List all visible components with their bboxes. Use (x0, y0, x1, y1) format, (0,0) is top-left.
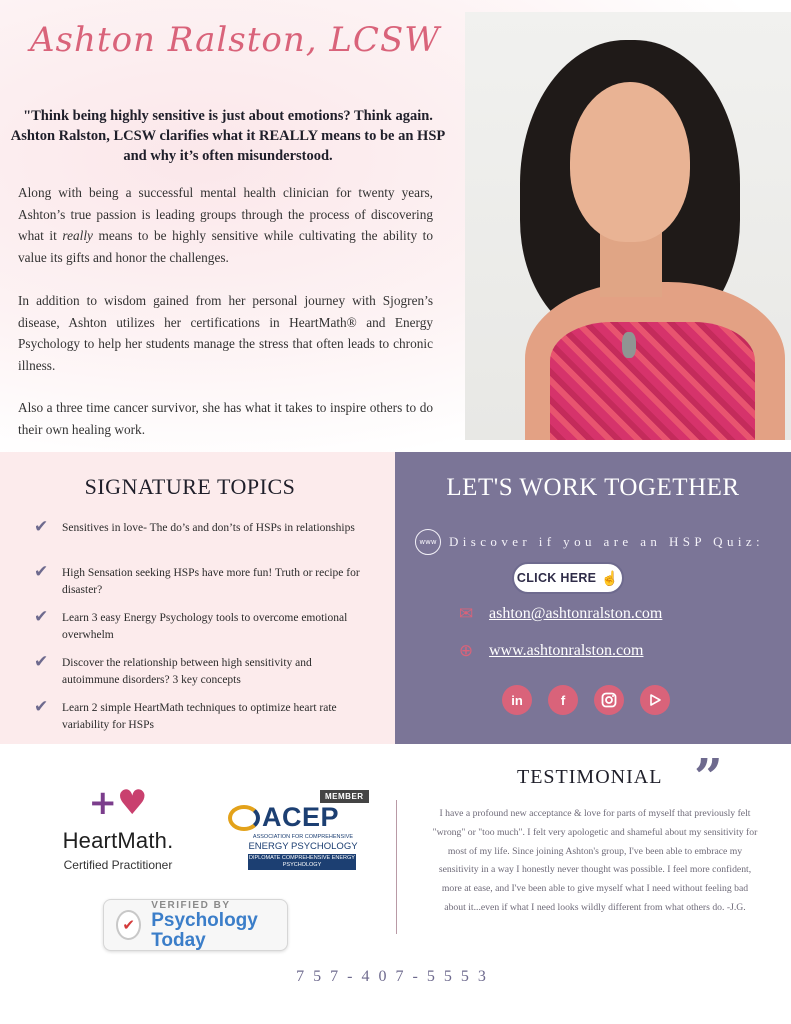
work-together-panel (395, 452, 791, 744)
work-together-title: LET'S WORK TOGETHER (446, 474, 740, 501)
bio-paragraph-2: In addition to wisdom gained from her personal journey with Sjogren’s disease, Ashton utilizes her certifications in HeartMath® and Energy Psychology to help her students manage the stress that often leads to chronic illness. (18, 293, 433, 373)
facebook-icon[interactable]: f (548, 685, 578, 715)
linkedin-icon[interactable]: in (502, 685, 532, 715)
cursor-icon: ☝ (601, 569, 620, 586)
lead-quote: "Think being highly sensitive is just about emotions? Think again. Ashton Ralston, LCSW clarifies what it REALLY means to be an HSP and why it’s often misunderstood. (10, 108, 446, 164)
member-badge: MEMBER (320, 790, 369, 803)
quiz-line (415, 529, 764, 555)
plus-icon: + (88, 783, 117, 823)
globe-icon: ⊕ (458, 641, 474, 661)
envelope-icon: ✉ (458, 604, 474, 624)
checkmark-icon: ✔ (34, 652, 49, 672)
testimonial-title: TESTIMONIAL (517, 766, 663, 788)
portrait-photo (465, 12, 791, 440)
signature-topics-title: SIGNATURE TOPICS (84, 474, 296, 499)
heartmath-logo: +♥ HeartMath. Certified Practitioner (62, 783, 174, 872)
phone-number: 757-407-5553 (296, 968, 495, 985)
vertical-divider (396, 800, 397, 934)
website-row (453, 641, 644, 661)
instagram-icon[interactable] (594, 685, 624, 715)
website-link[interactable]: www.ashtonralston.com (489, 642, 644, 659)
quote-icon: ” (694, 747, 723, 806)
email-row (453, 604, 662, 624)
psychology-today-badge[interactable]: ✔ VERIFIED BY Psychology Today (103, 899, 288, 951)
quiz-text: Discover if you are an HSP Quiz: (449, 534, 765, 549)
heart-icon: ♥ (117, 783, 148, 823)
checkmark-icon: ✔ (34, 562, 49, 582)
www-globe-icon: www (415, 529, 441, 555)
topic-item: ✔ Sensitives in love- The do’s and don’ts of HSPs in relationships (34, 517, 355, 537)
social-links (502, 685, 670, 715)
author-name: Ashton Ralston, LCSW (30, 20, 441, 60)
youtube-play-icon[interactable] (640, 685, 670, 715)
topic-item: ✔ Learn 3 easy Energy Psychology tools to overcome emotional overwhelm (34, 607, 348, 641)
testimonial-text: I have a profound new acceptance & love for parts of myself that previously felt "wrong" or "too much". I felt very apologetic and shameful about my sensitivity for most of my life. Since joining Ashton's group, I've been able to embrace my sensitivity in a way I honestly never thought was possible. I feel more confident, more at ease, and I've been able to give myself what I need without feeling bad about it...even if what I need looks wildly different from what others do. -J.G. (432, 808, 758, 913)
checkmark-icon: ✔ (34, 517, 49, 537)
topic-item: ✔ Learn 2 simple HeartMath techniques to optimize heart rate variability for HSPs (34, 697, 337, 731)
checkmark-badge-icon: ✔ (116, 910, 141, 940)
checkmark-icon: ✔ (34, 697, 49, 717)
signature-topics-panel (0, 452, 395, 744)
checkmark-icon: ✔ (34, 607, 49, 627)
hero-section (0, 0, 791, 452)
click-here-button[interactable]: CLICK HERE ☝ (512, 562, 624, 594)
acep-ring-icon (228, 805, 260, 831)
bio-paragraph-1: Along with being a successful mental health clinician for twenty years, Ashton’s true passion is leading groups through the process of discovering what it really means to be highly sensitive while cultivating the ability to value its gifts and honor the challenges. (18, 185, 434, 265)
email-link[interactable]: ashton@ashtonralston.com (489, 605, 663, 622)
topic-item: ✔ Discover the relationship between high sensitivity and autoimmune disorders? 3 key concepts (34, 652, 312, 686)
topic-item: ✔ High Sensation seeking HSPs have more fun! Truth or recipe for disaster? (34, 562, 360, 596)
bio-paragraph-3: Also a three time cancer survivor, she has what it takes to inspire others to do their own healing work. (18, 400, 433, 437)
